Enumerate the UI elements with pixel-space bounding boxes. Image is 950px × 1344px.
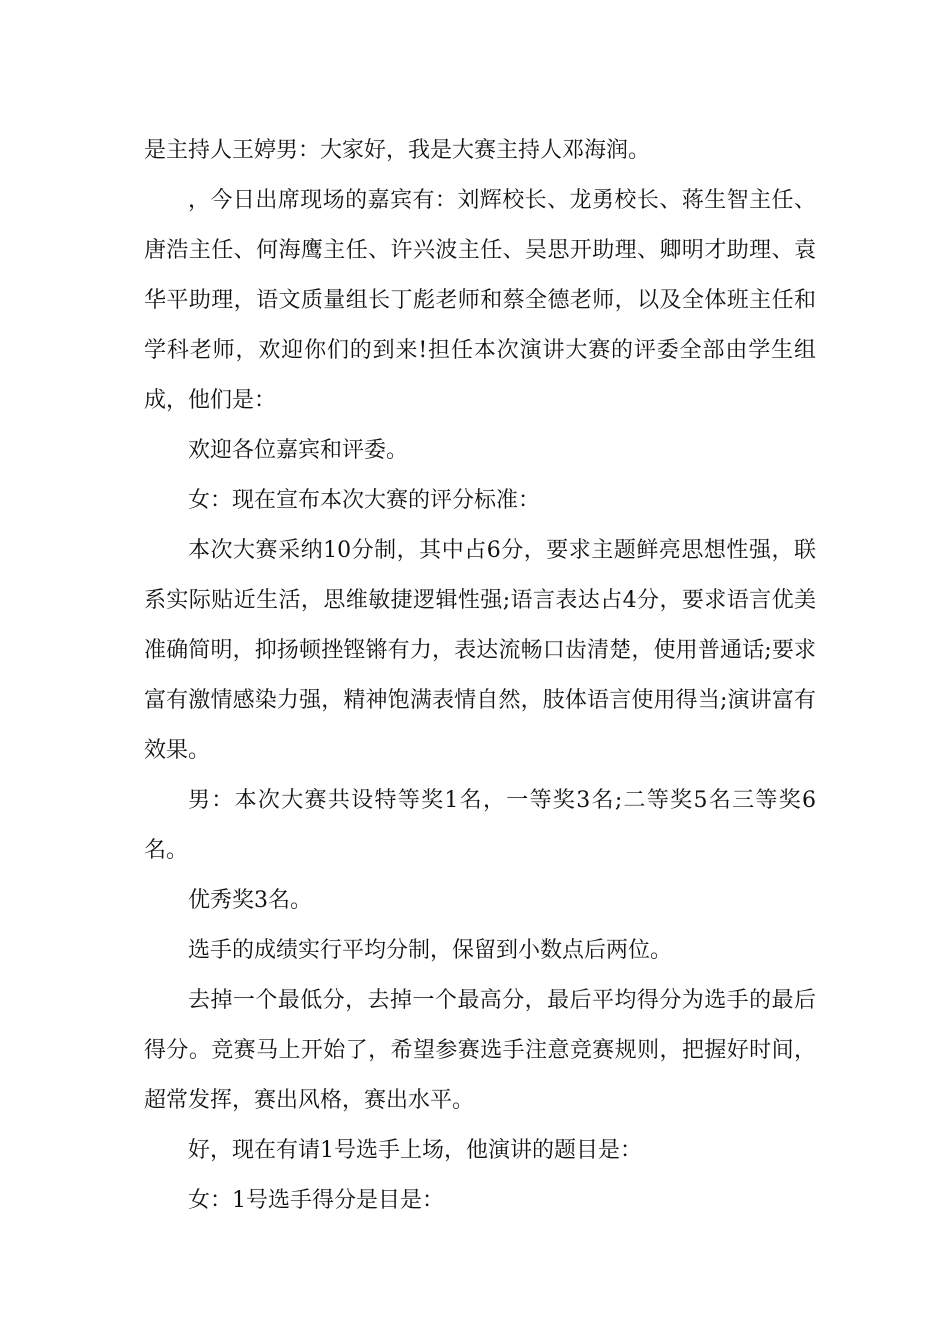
paragraph-7: 优秀奖3名。 bbox=[188, 888, 312, 913]
paragraph-11: 女：1号选手得分是目是： bbox=[188, 1188, 444, 1213]
paragraph-8: 选手的成绩实行平均分制，保留到小数点后两位。 bbox=[188, 938, 673, 963]
paragraph-9: 去掉一个最低分，去掉一个最高分，最后平均得分为选手的最后得分。竞赛马上开始了，希望参赛选手注意竞赛规则，把握好时间，超常发挥，赛出风格，赛出水平。 bbox=[144, 988, 816, 1113]
paragraph-10: 好，现在有请1号选手上场，他演讲的题目是： bbox=[188, 1138, 642, 1163]
paragraph-4: 女：现在宣布本次大赛的评分标准： bbox=[188, 488, 541, 513]
paragraph-5: 本次大赛采纳10分制，其中占6分，要求主题鲜亮思想性强，联系实际贴近生活，思维敏捷逻辑性强;语言表达占4分，要求语言优美准确简明，抑扬顿挫铿锵有力，表达流畅口齿清楚，使用普通话;要求富有激情感染力强，精神饱满表情自然，肢体语言使用得当;演讲富有效果。 bbox=[144, 538, 816, 763]
paragraph-1: 是主持人王婷男：大家好，我是大赛主持人邓海润。 bbox=[144, 138, 651, 163]
document-body bbox=[144, 126, 816, 1226]
paragraph-6: 男：本次大赛共设特等奖1名，一等奖3名;二等奖5名三等奖6名。 bbox=[144, 788, 816, 863]
paragraph-2: ，今日出席现场的嘉宾有：刘辉校长、龙勇校长、蒋生智主任、唐浩主任、何海鹰主任、许兴波主任、吴思开助理、卿明才助理、袁华平助理，语文质量组长丁彪老师和蔡全德老师，以及全体班主任和学科老师，欢迎你们的到来!担任本次演讲大赛的评委全部由学生组成，他们是： bbox=[144, 188, 816, 413]
paragraph-3: 欢迎各位嘉宾和评委。 bbox=[188, 438, 409, 463]
